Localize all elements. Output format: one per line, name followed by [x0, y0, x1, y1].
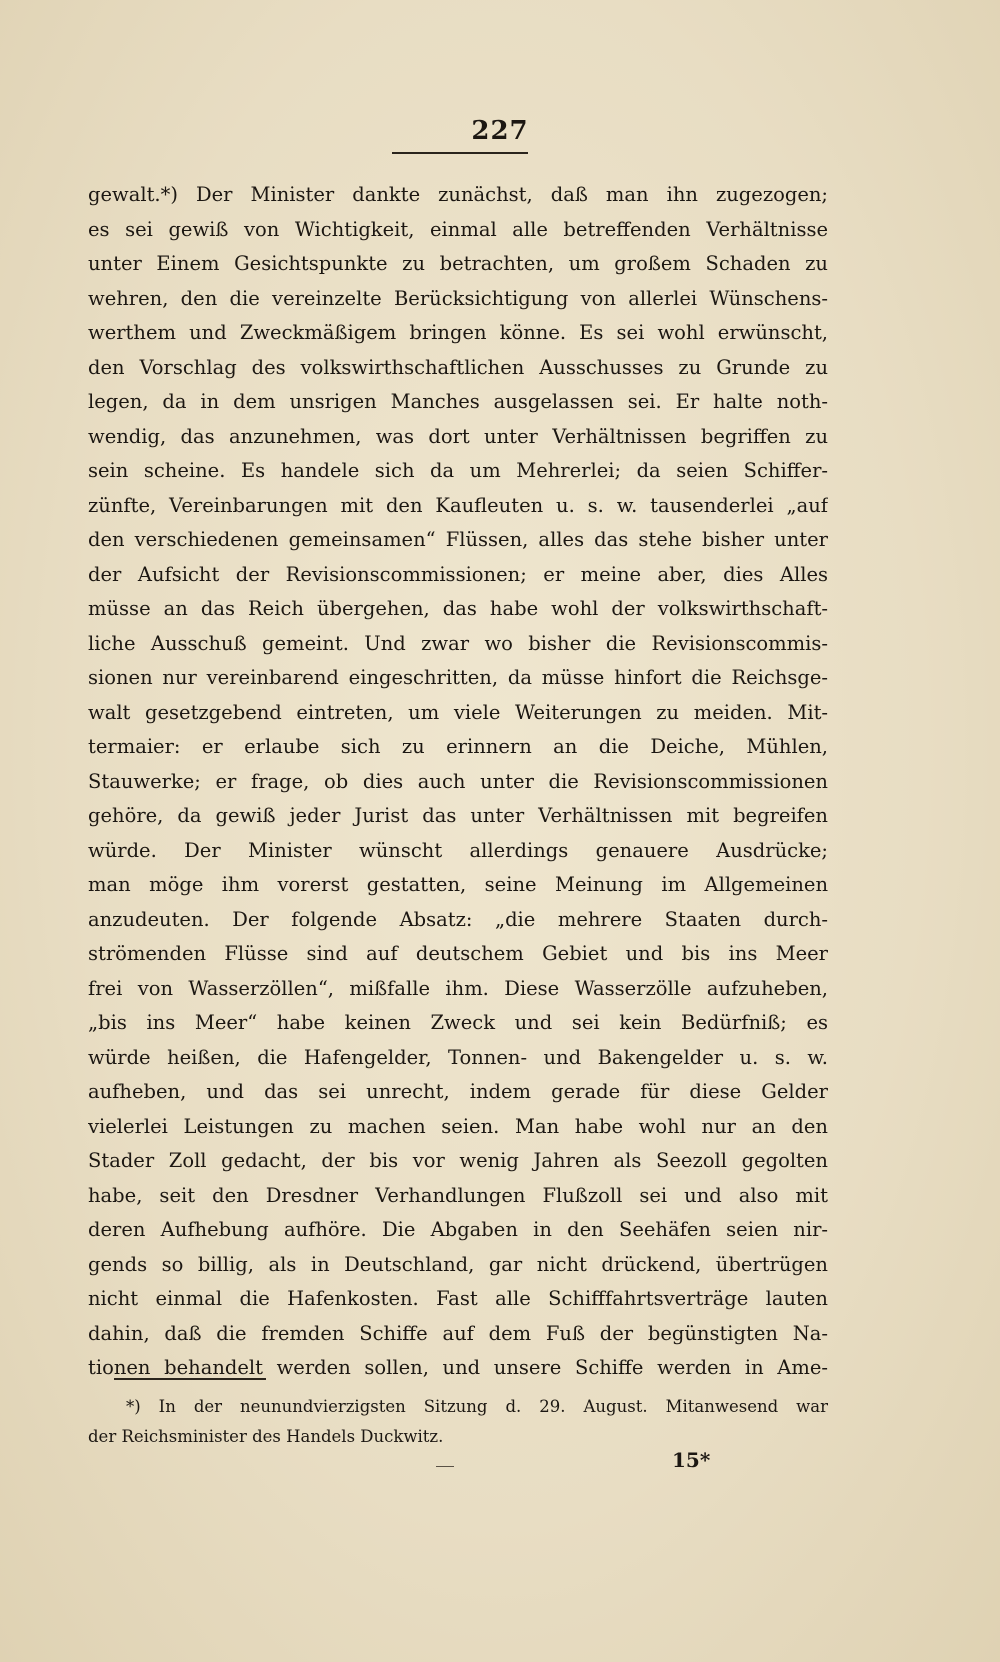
text-line: gends so billig, als in Deutschland, gar nicht drückend, übertrügen — [88, 1252, 828, 1276]
text-line: habe, seit den Dresdner Verhandlungen Flußzoll sei und also mit — [88, 1183, 828, 1207]
text-line: legen, da in dem unsrigen Manches ausgelassen sei. Er halte noth- — [88, 390, 828, 413]
text-line: es sei gewiß von Wichtigkeit, einmal alle betreffenden Verhältnisse — [88, 217, 828, 241]
text-line: strömenden Flüsse sind auf deutschem Gebiet und bis ins Meer — [88, 942, 828, 965]
text-line: wendig, das anzunehmen, was dort unter Verhältnissen begriffen zu — [88, 424, 828, 448]
text-line: deren Aufhebung aufhöre. Die Abgaben in den Seehäfen seien nir- — [88, 1218, 828, 1241]
text-line: zünfte, Vereinbarungen mit den Kaufleuten u. s. w. tausenderlei „auf — [88, 493, 828, 517]
text-line: dahin, daß die fremden Schiffe auf dem Fuß der begünstigten Na- — [88, 1321, 828, 1345]
header-rule — [392, 152, 528, 154]
text-line: den verschiedenen gemeinsamen“ Flüssen, alles das stehe bisher unter — [88, 528, 828, 551]
footnote-line: *) In der neunundvierzigsten Sitzung d. 29. August. Mitanwesend war — [126, 1397, 828, 1416]
text-line: walt gesetzgebend eintreten, um viele Weiterungen zu meiden. Mit- — [88, 700, 828, 724]
text-line: den Vorschlag des volkswirthschaftlichen Ausschusses zu Grunde zu — [88, 355, 828, 379]
printer-mark — [436, 1466, 454, 1467]
text-line: „bis ins Meer“ habe keinen Zweck und sei kein Bedürfniß; es — [88, 1011, 828, 1034]
text-line: würde heißen, die Hafengelder, Tonnen- und Bakengelder u. s. w. — [88, 1045, 828, 1069]
text-line: unter Einem Gesichtspunkte zu betrachten, um großem Schaden zu — [88, 252, 828, 275]
text-line: nicht einmal die Hafenkosten. Fast alle Schifffahrtsverträge lauten — [88, 1287, 828, 1310]
text-line: termaier: er erlaube sich zu erinnern an die Deiche, Mühlen, — [88, 735, 828, 758]
footnote-line: der Reichsminister des Handels Duckwitz. — [88, 1427, 444, 1446]
text-line: liche Ausschuß gemeint. Und zwar wo bisher die Revisionscommis- — [88, 631, 828, 655]
text-line: der Aufsicht der Revisionscommissionen; er meine aber, dies Alles — [88, 562, 828, 586]
text-line: gewalt.*) Der Minister dankte zunächst, daß man ihn zugezogen; — [88, 183, 828, 206]
page-number: 227 — [471, 116, 529, 146]
text-line: aufheben, und das sei unrecht, indem gerade für diese Gelder — [88, 1080, 828, 1103]
footnote — [88, 1392, 828, 1452]
text-line: würde. Der Minister wünscht allerdings genauere Ausdrücke; — [88, 838, 828, 862]
text-line: wehren, den die vereinzelte Berücksichtigung von allerlei Wünschens- — [88, 286, 828, 310]
signature-mark: 15* — [672, 1448, 711, 1472]
text-line: sionen nur vereinbarend eingeschritten, da müsse hinfort die Reichsge- — [88, 666, 828, 689]
text-line: tionen behandelt werden sollen, und unsere Schiffe werden in Ame- — [88, 1356, 828, 1379]
text-line: müsse an das Reich übergehen, das habe wohl der volkswirthschaft- — [88, 597, 828, 620]
text-line: gehöre, da gewiß jeder Jurist das unter Verhältnissen mit begreifen — [88, 804, 828, 827]
text-line: Stader Zoll gedacht, der bis vor wenig Jahren als Seezoll gegolten — [88, 1149, 828, 1172]
text-line: frei von Wasserzöllen“, mißfalle ihm. Diese Wasserzölle aufzuheben, — [88, 976, 828, 1000]
text-line: anzudeuten. Der folgende Absatz: „die mehrere Staaten durch- — [88, 907, 828, 931]
text-line: werthem und Zweckmäßigem bringen könne. Es sei wohl erwünscht, — [88, 321, 828, 344]
text-line: sein scheine. Es handele sich da um Mehrerlei; da seien Schiffer- — [88, 459, 828, 482]
body-text — [88, 178, 828, 1386]
text-line: Stauwerke; er frage, ob dies auch unter die Revisionscommissionen — [88, 769, 828, 793]
footnote-rule — [114, 1378, 266, 1380]
text-line: man möge ihm vorerst gestatten, seine Meinung im Allgemeinen — [88, 873, 828, 896]
text-line: vielerlei Leistungen zu machen seien. Man habe wohl nur an den — [88, 1114, 828, 1138]
